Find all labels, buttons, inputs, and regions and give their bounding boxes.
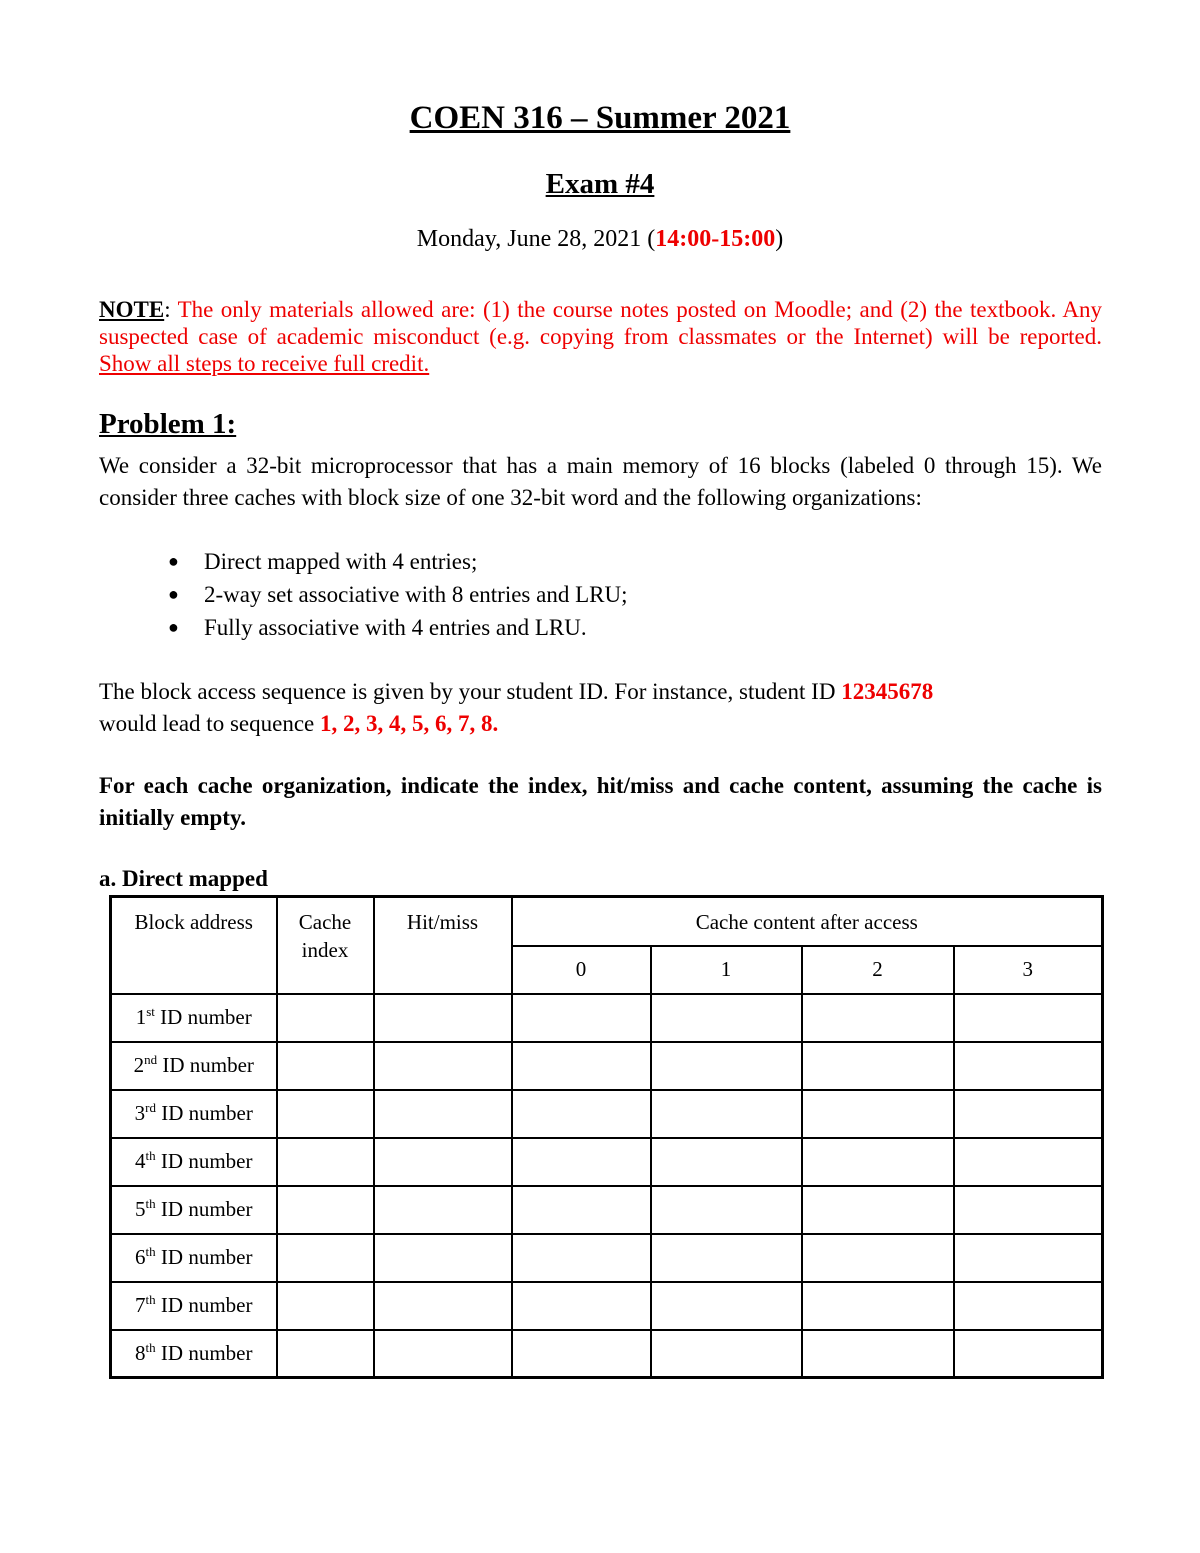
answer-cell[interactable] [651, 1042, 802, 1090]
organization-list [168, 545, 627, 644]
answer-cell[interactable] [651, 994, 802, 1042]
ordinal-suffix: th [145, 1339, 156, 1355]
row-label-text: ID number [156, 1101, 253, 1125]
answer-cell[interactable] [374, 1090, 512, 1138]
direct-mapped-table [109, 895, 1104, 1379]
answer-cell[interactable] [651, 1090, 802, 1138]
table-row [111, 1138, 1103, 1186]
ordinal-number: 3 [134, 1101, 146, 1125]
bullet-icon: ● [168, 551, 179, 571]
answer-cell[interactable] [277, 1042, 374, 1090]
answer-cell[interactable] [651, 1282, 802, 1330]
exam-date [0, 226, 1200, 253]
answer-cell[interactable] [512, 1282, 651, 1330]
note-text: The only materials allowed are: (1) the course notes posted on Moodle; and (2) the textbook. Any suspected case of academic misconduct (e.g. copying from classmates or the Internet) will be reported. [99, 297, 1102, 349]
header-content-index: 2 [802, 946, 954, 994]
note-colon: : [164, 297, 178, 322]
answer-cell[interactable] [512, 1090, 651, 1138]
answer-cell[interactable] [802, 1282, 954, 1330]
list-item-text: Direct mapped with 4 entries; [204, 549, 478, 574]
table-row [111, 994, 1103, 1042]
row-label [111, 1330, 277, 1378]
ordinal-suffix: th [145, 1292, 156, 1307]
answer-cell[interactable] [954, 1330, 1103, 1378]
answer-cell[interactable] [512, 1186, 651, 1234]
answer-cell[interactable] [512, 1234, 651, 1282]
table-row [111, 1234, 1103, 1282]
answer-cell[interactable] [651, 1234, 802, 1282]
note-paragraph [99, 296, 1102, 377]
sequence-paragraph [99, 676, 1102, 740]
answer-cell[interactable] [512, 994, 651, 1042]
ordinal-number: 6 [135, 1245, 146, 1269]
row-label [111, 1234, 277, 1282]
row-label [111, 1186, 277, 1234]
exam-title: Exam #4 [545, 168, 655, 200]
answer-cell[interactable] [954, 1234, 1103, 1282]
answer-cell[interactable] [802, 1186, 954, 1234]
date-suffix: ) [775, 226, 784, 252]
row-label [111, 1042, 277, 1090]
header-content-index: 0 [512, 946, 651, 994]
exam-time: 14:00-15:00 [655, 226, 776, 252]
answer-cell[interactable] [374, 1330, 512, 1378]
answer-cell[interactable] [802, 994, 954, 1042]
row-label-text: ID number [157, 1053, 254, 1077]
answer-cell[interactable] [277, 1090, 374, 1138]
answer-cell[interactable] [954, 994, 1103, 1042]
ordinal-number: 7 [135, 1293, 146, 1317]
answer-cell[interactable] [954, 1090, 1103, 1138]
document-title: COEN 316 – Summer 2021 [409, 100, 791, 136]
answer-cell[interactable] [277, 1186, 374, 1234]
answer-cell[interactable] [277, 1330, 374, 1378]
row-label [111, 1282, 277, 1330]
header-hit-miss: Hit/miss [374, 897, 512, 994]
bullet-icon: ● [168, 617, 179, 637]
answer-cell[interactable] [954, 1042, 1103, 1090]
section-a-title: a. Direct mapped [99, 866, 268, 891]
table-row [111, 1186, 1103, 1234]
answer-cell[interactable] [374, 1282, 512, 1330]
row-label-text: ID number [155, 1149, 253, 1173]
bullet-icon: ● [168, 584, 179, 604]
table-row [111, 1042, 1103, 1090]
ordinal-suffix: th [145, 1244, 156, 1259]
row-label [111, 994, 277, 1042]
answer-cell[interactable] [512, 1042, 651, 1090]
row-label-text: ID number [155, 1340, 253, 1365]
answer-cell[interactable] [512, 1138, 651, 1186]
ordinal-number: 4 [135, 1149, 146, 1173]
ordinal-number: 8 [135, 1340, 146, 1365]
row-label [111, 1090, 277, 1138]
answer-cell[interactable] [277, 1138, 374, 1186]
answer-cell[interactable] [802, 1330, 954, 1378]
list-item-text: 2-way set associative with 8 entries and LRU; [204, 582, 628, 607]
answer-cell[interactable] [802, 1234, 954, 1282]
answer-cell[interactable] [954, 1282, 1103, 1330]
sequence-text-2: would lead to sequence [99, 711, 320, 736]
table-row [111, 1090, 1103, 1138]
sequence-text-1: The block access sequence is given by your student ID. For instance, student ID [99, 679, 842, 704]
header-content-index: 3 [954, 946, 1103, 994]
problem-intro: We consider a 32-bit microprocessor that has a main memory of 16 blocks (labeled 0 through 15). We consider three caches with block size of one 32-bit word and the following organizations: [99, 453, 1102, 510]
row-label-text: ID number [155, 1293, 253, 1317]
ordinal-suffix: rd [145, 1100, 157, 1115]
list-item-text: Fully associative with 4 entries and LRU. [204, 615, 587, 640]
row-label-text: ID number [154, 1005, 252, 1029]
answer-cell[interactable] [277, 1234, 374, 1282]
row-label [111, 1138, 277, 1186]
ordinal-suffix: nd [144, 1052, 158, 1067]
problem-heading: Problem 1: [99, 408, 237, 440]
list-item [168, 578, 627, 611]
ordinal-number: 2 [133, 1053, 145, 1077]
instruction-paragraph: For each cache organization, indicate the index, hit/miss and cache content, assuming the cache is initially empty. [99, 773, 1102, 830]
answer-cell[interactable] [954, 1138, 1103, 1186]
answer-cell[interactable] [374, 994, 512, 1042]
answer-cell[interactable] [374, 1138, 512, 1186]
answer-cell[interactable] [374, 1186, 512, 1234]
note-label: NOTE [99, 297, 165, 322]
ordinal-number: 5 [135, 1197, 146, 1221]
ordinal-number: 1 [135, 1005, 147, 1029]
header-content-index: 1 [651, 946, 802, 994]
answer-cell[interactable] [277, 994, 374, 1042]
table-row [111, 1330, 1103, 1378]
answer-cell[interactable] [651, 1330, 802, 1378]
ordinal-suffix: st [146, 1004, 155, 1019]
table-row [111, 1282, 1103, 1330]
header-cache-content: Cache content after access [512, 897, 1103, 946]
answer-cell[interactable] [802, 1090, 954, 1138]
list-item [168, 545, 627, 578]
answer-cell[interactable] [954, 1186, 1103, 1234]
answer-cell[interactable] [277, 1282, 374, 1330]
answer-cell[interactable] [512, 1330, 651, 1378]
ordinal-suffix: th [145, 1148, 156, 1163]
header-block-address: Block address [111, 897, 277, 994]
example-sequence: 1, 2, 3, 4, 5, 6, 7, 8. [319, 711, 499, 736]
ordinal-suffix: th [145, 1196, 156, 1211]
answer-cell[interactable] [802, 1042, 954, 1090]
row-label-text: ID number [155, 1245, 253, 1269]
example-id: 12345678 [841, 679, 934, 704]
row-label-text: ID number [155, 1197, 253, 1221]
answer-cell[interactable] [374, 1234, 512, 1282]
answer-cell[interactable] [651, 1138, 802, 1186]
answer-cell[interactable] [374, 1042, 512, 1090]
header-cache-index: Cache index [277, 897, 374, 994]
date-prefix: Monday, June 28, 2021 ( [416, 226, 656, 252]
answer-cell[interactable] [802, 1138, 954, 1186]
answer-cell[interactable] [651, 1186, 802, 1234]
note-emphasis: Show all steps to receive full credit. [99, 351, 430, 376]
list-item [168, 611, 627, 644]
